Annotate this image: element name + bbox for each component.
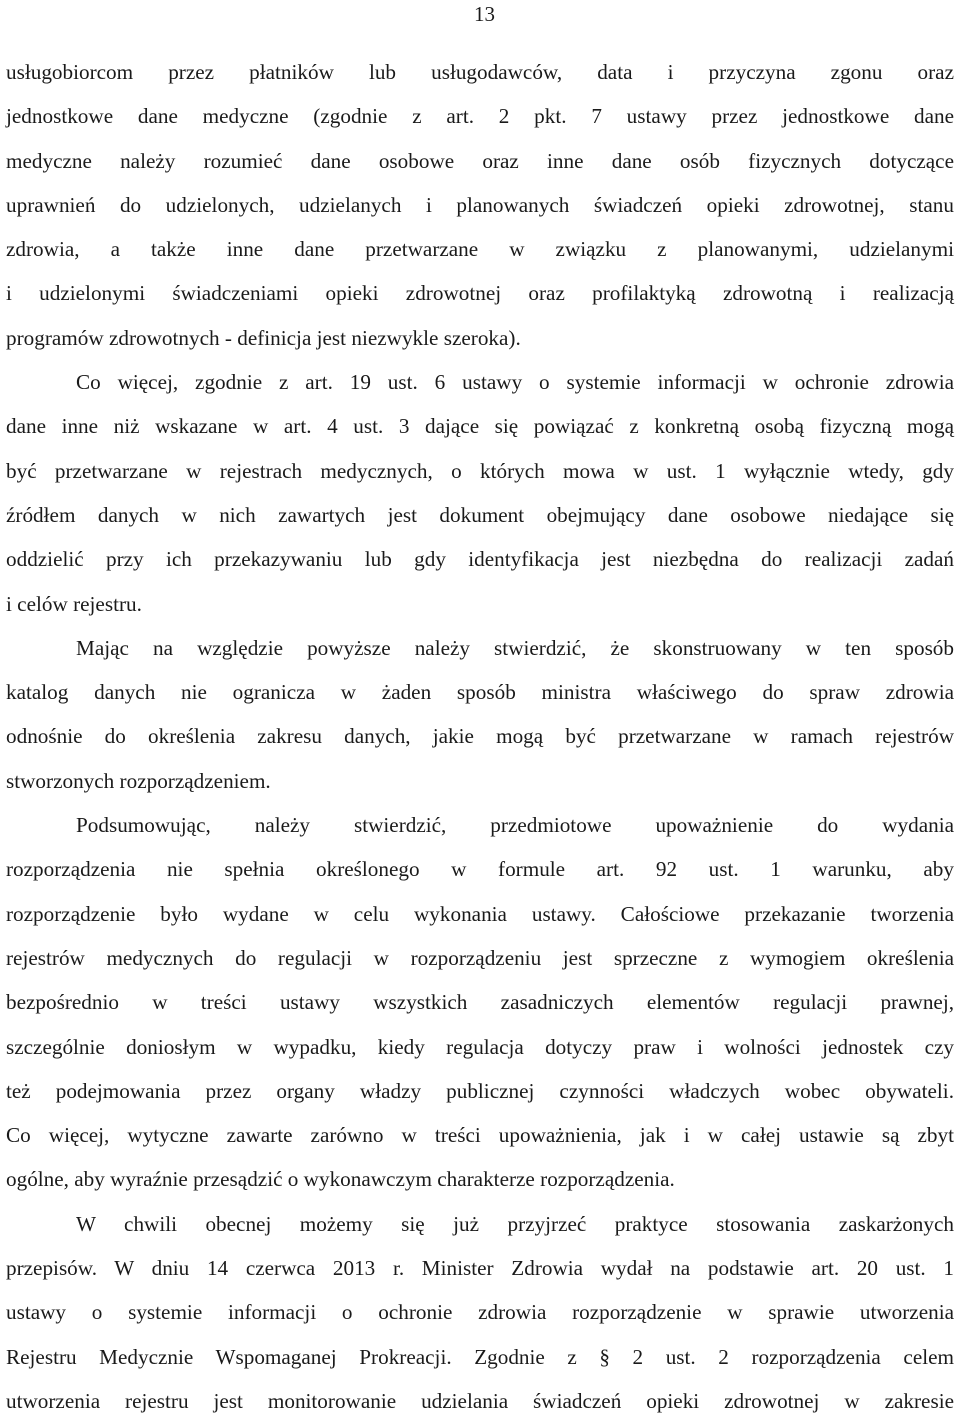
text-line: rejestrów medycznych do regulacji w rozporządzeniu jest sprzeczne z wymogiem określenia — [6, 945, 954, 970]
text-line: uprawnień do udzielonych, udzielanych i planowanych świadczeń opieki zdrowotnej, stanu — [6, 192, 954, 217]
text-line: też podejmowania przez organy władzy publicznej czynności władczych wobec obywateli. — [6, 1078, 954, 1103]
text-line: odnośnie do określenia zakresu danych, jakie mogą być przetwarzane w ramach rejestrów — [6, 724, 954, 749]
text-line: i udzielonymi świadczeniami opieki zdrowotnej oraz profilaktyką zdrowotną i realizacją — [6, 281, 954, 306]
text-line: być przetwarzane w rejestrach medycznych, o których mowa w ust. 1 wyłącznie wtedy, gdy — [6, 458, 954, 483]
text-line: Rejestru Medycznie Wspomaganej Prokreacji. Zgodnie z § 2 ust. 2 rozporządzenia celem — [6, 1344, 954, 1369]
text-line: katalog danych nie ogranicza w żaden sposób ministra właściwego do spraw zdrowia — [6, 680, 954, 705]
text-line: jednostkowe dane medyczne (zgodnie z art. 2 pkt. 7 ustawy przez jednostkowe dane — [6, 104, 954, 129]
text-line: Co więcej, zgodnie z art. 19 ust. 6 ustawy o systemie informacji w ochronie zdrowia — [76, 370, 954, 395]
text-line: programów zdrowotnych - definicja jest niezwykle szeroka). — [6, 325, 521, 350]
text-line: utworzenia rejestru jest monitorowanie udzielania świadczeń opieki zdrowotnej w zakresie — [6, 1388, 954, 1413]
document-body — [6, 50, 954, 1423]
page-number: 13 — [474, 2, 495, 26]
text-line: szczególnie doniosłym w wypadku, kiedy regulacja dotyczy praw i wolności jednostek czy — [6, 1034, 954, 1059]
text-line: i celów rejestru. — [6, 591, 142, 616]
text-line: rozporządzenie było wydane w celu wykonania ustawy. Całościowe przekazanie tworzenia — [6, 901, 954, 926]
text-line: przepisów. W dniu 14 czerwca 2013 r. Minister Zdrowia wydał na podstawie art. 20 ust. 1 — [6, 1256, 954, 1281]
text-line: Mając na względzie powyższe należy stwierdzić, że skonstruowany w ten sposób — [76, 635, 954, 660]
text-line: ustawy o systemie informacji o ochronie zdrowia rozporządzenie w sprawie utworzenia — [6, 1300, 954, 1325]
text-line: Podsumowując, należy stwierdzić, przedmiotowe upoważnienie do wydania — [76, 813, 954, 838]
text-line: oddzielić przy ich przekazywaniu lub gdy identyfikacja jest niezbędna do realizacji zadań — [6, 547, 954, 572]
text-line: bezpośrednio w treści ustawy wszystkich zasadniczych elementów regulacji prawnej, — [6, 990, 954, 1015]
text-line: Co więcej, wytyczne zawarte zarówno w treści upoważnienia, jak i w całej ustawie są zbyt — [6, 1123, 954, 1148]
text-line: dane inne niż wskazane w art. 4 ust. 3 dające się powiązać z konkretną osobą fizyczną mogą — [6, 414, 954, 439]
text-line: W chwili obecnej możemy się już przyjrzeć praktyce stosowania zaskarżonych — [76, 1211, 954, 1236]
text-line: rozporządzenia nie spełnia określonego w formule art. 92 ust. 1 warunku, aby — [6, 857, 954, 882]
text-line: usługobiorcom przez płatników lub usługodawców, data i przyczyna zgonu oraz — [6, 60, 954, 84]
text-line: stworzonych rozporządzeniem. — [6, 768, 271, 793]
text-line: ogólne, aby wyraźnie przesądzić o wykonawczym charakterze rozporządzenia. — [6, 1167, 675, 1192]
text-line: medyczne należy rozumieć dane osobowe oraz inne dane osób fizycznych dotyczące — [6, 148, 954, 173]
text-line: zdrowia, a także inne dane przetwarzane w związku z planowanymi, udzielanymi — [6, 237, 954, 262]
text-line: źródłem danych w nich zawartych jest dokument obejmujący dane osobowe niedające się — [6, 502, 954, 527]
